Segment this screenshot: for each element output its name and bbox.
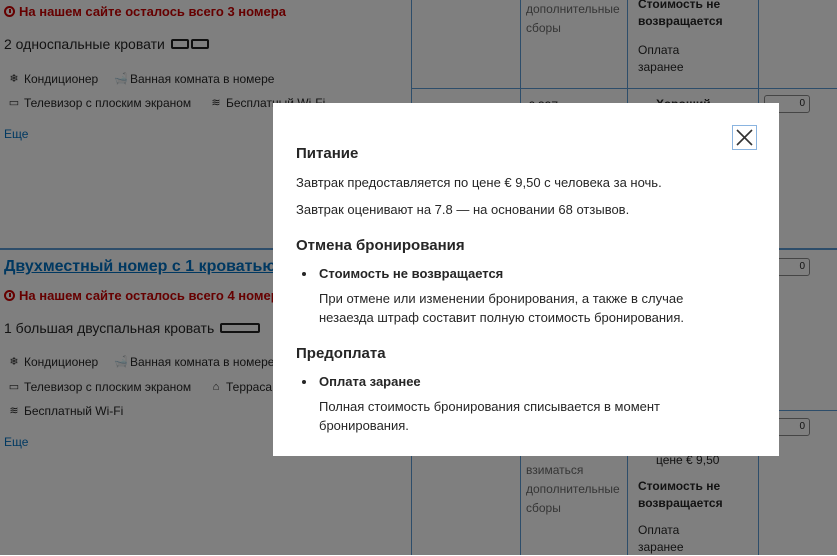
policy-modal: [273, 103, 779, 456]
close-icon: [736, 129, 753, 146]
prepay-policy-title: Оплата заранее: [319, 374, 421, 389]
prepay-heading: Предоплата: [296, 345, 386, 362]
close-button[interactable]: [732, 125, 757, 150]
bullet: [302, 272, 306, 276]
cancel-heading: Отмена бронирования: [296, 237, 465, 254]
meal-price-text: Завтрак предоставляется по цене € 9,50 с человека за ночь.: [296, 175, 662, 190]
bullet: [302, 380, 306, 384]
meal-heading: Питание: [296, 145, 359, 162]
meal-rating-text: Завтрак оценивают на 7.8 — на основании 68 отзывов.: [296, 202, 630, 217]
cancel-policy-desc: При отмене или изменении бронирования, а также в случае незаезда штраф составит полную стоимость бронирования.: [319, 291, 684, 325]
prepay-policy-desc: Полная стоимость бронирования списывается в момент бронирования.: [319, 399, 661, 433]
cancel-policy-title: Стоимость не возвращается: [319, 266, 504, 281]
